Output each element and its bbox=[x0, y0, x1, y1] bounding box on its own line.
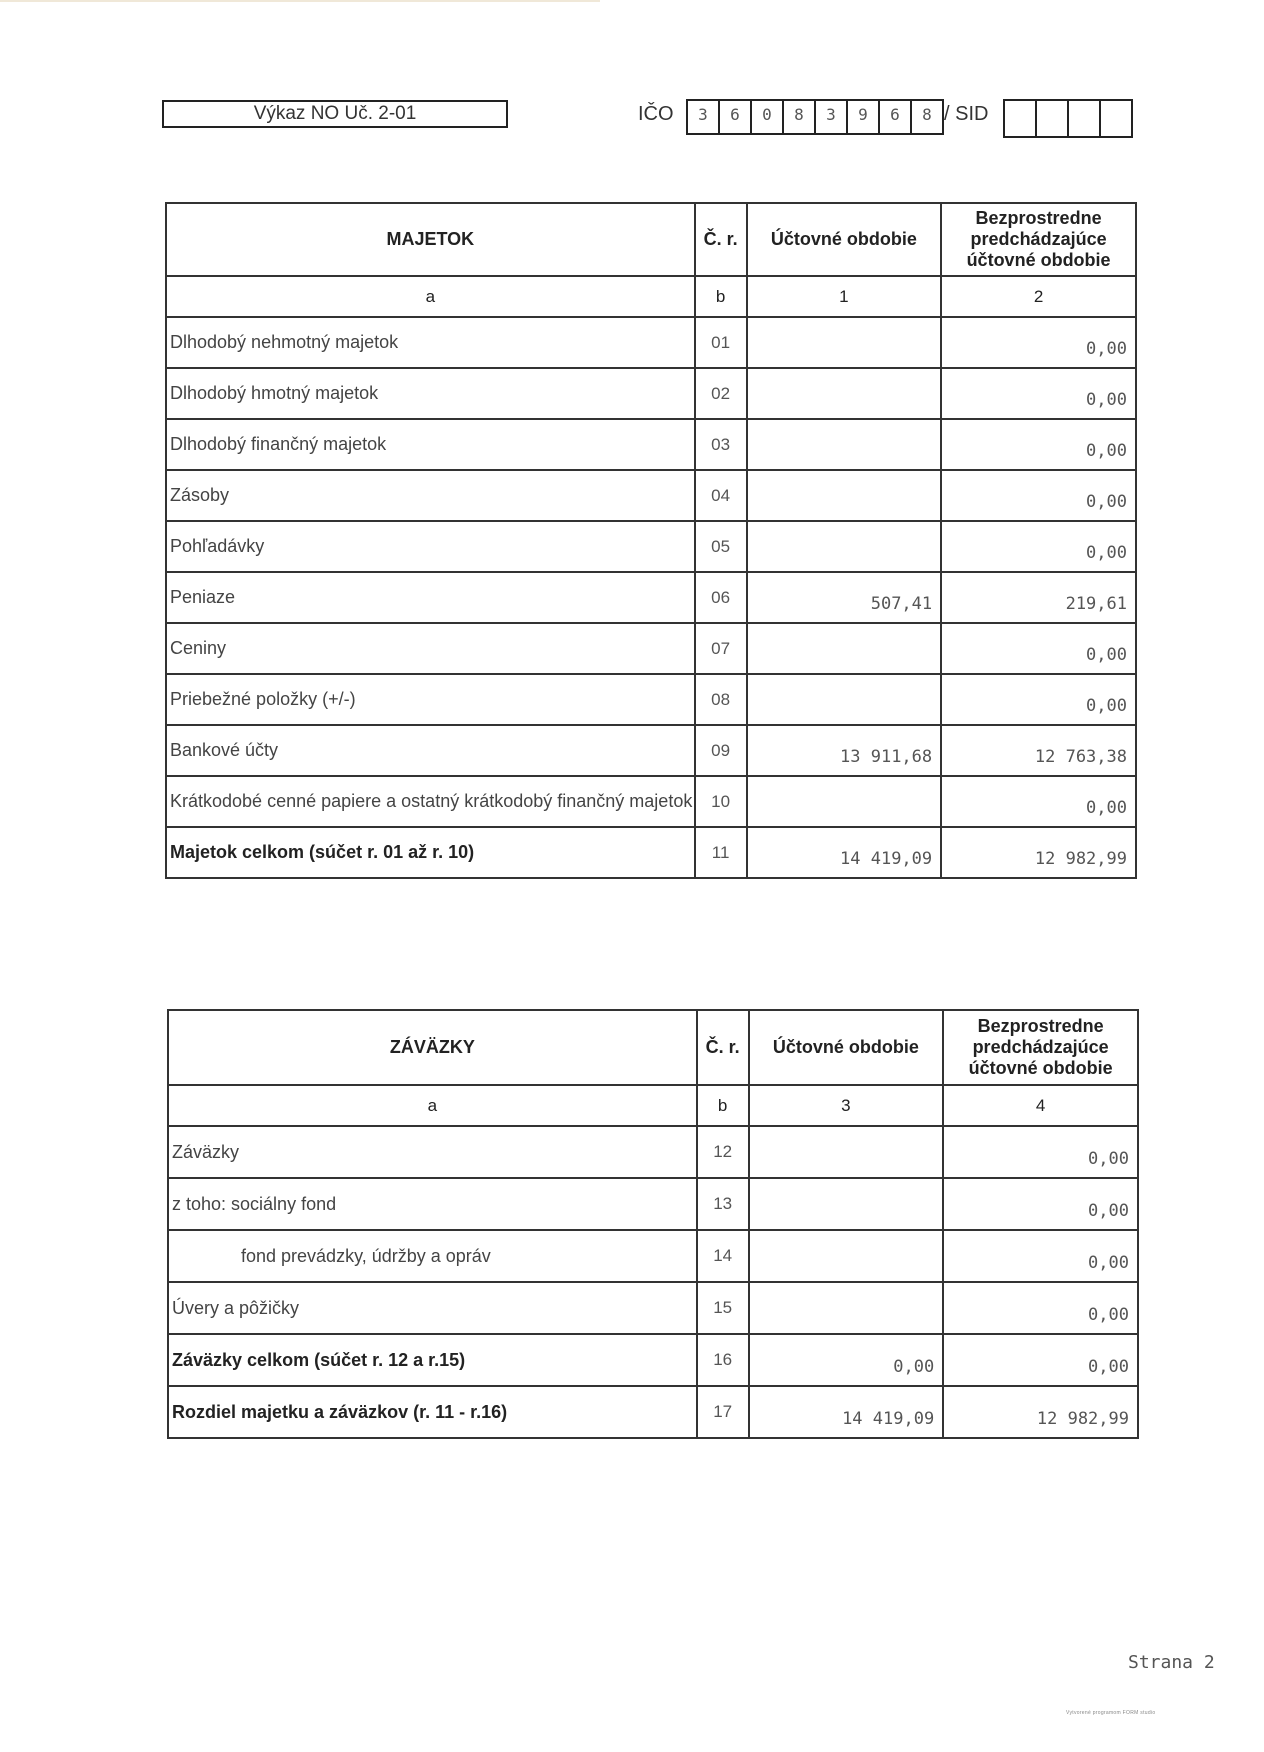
row-name: Peniaze bbox=[166, 572, 695, 623]
row-current-value: 13 911,68 bbox=[747, 725, 942, 776]
row-previous-value: 0,00 bbox=[941, 317, 1136, 368]
row-name: fond prevádzky, údržby a opráv bbox=[168, 1230, 697, 1282]
row-name: Majetok celkom (súčet r. 01 až r. 10) bbox=[166, 827, 695, 878]
row-number: 05 bbox=[695, 521, 747, 572]
row-current-value bbox=[747, 470, 942, 521]
row-name: Dlhodobý finančný majetok bbox=[166, 419, 695, 470]
row-current-value bbox=[747, 419, 942, 470]
row-previous-value: 0,00 bbox=[943, 1334, 1138, 1386]
row-name: Záväzky bbox=[168, 1126, 697, 1178]
row-previous-value: 219,61 bbox=[941, 572, 1136, 623]
row-number: 04 bbox=[695, 470, 747, 521]
row-name: Krátkodobé cenné papiere a ostatný krátkodobý finančný majetok bbox=[166, 776, 695, 827]
row-number: 07 bbox=[695, 623, 747, 674]
liabilities-table bbox=[167, 1009, 1139, 1439]
row-current-value: 14 419,09 bbox=[747, 827, 942, 878]
table-row bbox=[166, 470, 1136, 521]
row-name: Rozdiel majetku a záväzkov (r. 11 - r.16) bbox=[168, 1386, 697, 1438]
row-name: Záväzky celkom (súčet r. 12 a r.15) bbox=[168, 1334, 697, 1386]
row-name: Úvery a pôžičky bbox=[168, 1282, 697, 1334]
row-number: 11 bbox=[695, 827, 747, 878]
table-row-total bbox=[166, 827, 1136, 878]
liabilities-sub-4: 4 bbox=[943, 1085, 1138, 1126]
liabilities-col-current: Účtovné obdobie bbox=[749, 1010, 944, 1085]
row-number: 16 bbox=[697, 1334, 749, 1386]
row-name: z toho: sociálny fond bbox=[168, 1178, 697, 1230]
row-number: 17 bbox=[697, 1386, 749, 1438]
row-name: Pohľadávky bbox=[166, 521, 695, 572]
ico-digit: 6 bbox=[720, 101, 752, 133]
assets-col-current: Účtovné obdobie bbox=[747, 203, 942, 276]
assets-sub-b: b bbox=[695, 276, 747, 317]
row-number: 12 bbox=[697, 1126, 749, 1178]
row-number: 14 bbox=[697, 1230, 749, 1282]
ico-digit: 6 bbox=[880, 101, 912, 133]
scan-edge-line bbox=[0, 0, 600, 2]
row-name: Dlhodobý hmotný majetok bbox=[166, 368, 695, 419]
ico-digit: 9 bbox=[848, 101, 880, 133]
table-row bbox=[166, 368, 1136, 419]
row-current-value: 14 419,09 bbox=[749, 1386, 944, 1438]
row-current-value bbox=[747, 776, 942, 827]
row-current-value bbox=[747, 623, 942, 674]
table-row-total bbox=[168, 1334, 1138, 1386]
liabilities-col-name: ZÁVÄZKY bbox=[168, 1010, 697, 1085]
ico-field bbox=[686, 99, 944, 135]
table-row bbox=[166, 419, 1136, 470]
row-number: 09 bbox=[695, 725, 747, 776]
table-row bbox=[168, 1178, 1138, 1230]
row-current-value bbox=[747, 317, 942, 368]
row-number: 03 bbox=[695, 419, 747, 470]
row-number: 02 bbox=[695, 368, 747, 419]
sid-cell bbox=[1101, 101, 1133, 136]
assets-col-previous: Bezprostredne predchádzajúce účtovné obdobie bbox=[941, 203, 1136, 276]
assets-sub-a: a bbox=[166, 276, 695, 317]
sid-field bbox=[1003, 99, 1133, 138]
row-previous-value: 0,00 bbox=[941, 368, 1136, 419]
ico-digit: 0 bbox=[752, 101, 784, 133]
row-previous-value: 12 763,38 bbox=[941, 725, 1136, 776]
assets-subheader-row bbox=[166, 276, 1136, 317]
row-name: Bankové účty bbox=[166, 725, 695, 776]
row-number: 06 bbox=[695, 572, 747, 623]
table-row bbox=[168, 1282, 1138, 1334]
row-number: 13 bbox=[697, 1178, 749, 1230]
row-number: 10 bbox=[695, 776, 747, 827]
page-number: Strana 2 bbox=[1128, 1652, 1215, 1673]
ico-digit: 3 bbox=[816, 101, 848, 133]
ico-digit: 3 bbox=[688, 101, 720, 133]
row-current-value bbox=[749, 1126, 944, 1178]
table-row-total bbox=[168, 1386, 1138, 1438]
row-name: Dlhodobý nehmotný majetok bbox=[166, 317, 695, 368]
assets-sub-2: 2 bbox=[941, 276, 1136, 317]
assets-col-row: Č. r. bbox=[695, 203, 747, 276]
row-name: Zásoby bbox=[166, 470, 695, 521]
assets-col-name: MAJETOK bbox=[166, 203, 695, 276]
row-current-value bbox=[749, 1230, 944, 1282]
assets-sub-1: 1 bbox=[747, 276, 942, 317]
liabilities-col-previous: Bezprostredne predchádzajúce účtovné obdobie bbox=[943, 1010, 1138, 1085]
table-row bbox=[168, 1126, 1138, 1178]
assets-table bbox=[165, 202, 1137, 879]
table-row bbox=[166, 674, 1136, 725]
liabilities-sub-a: a bbox=[168, 1085, 697, 1126]
liabilities-sub-b: b bbox=[697, 1085, 749, 1126]
liabilities-col-row: Č. r. bbox=[697, 1010, 749, 1085]
sid-label: / SID bbox=[944, 103, 989, 125]
row-name: Priebežné položky (+/-) bbox=[166, 674, 695, 725]
row-number: 08 bbox=[695, 674, 747, 725]
ico-label: IČO bbox=[638, 103, 674, 125]
table-row bbox=[166, 521, 1136, 572]
row-previous-value: 0,00 bbox=[943, 1282, 1138, 1334]
row-current-value: 507,41 bbox=[747, 572, 942, 623]
sid-cell bbox=[1069, 101, 1101, 136]
table-row bbox=[166, 623, 1136, 674]
liabilities-header-row bbox=[168, 1010, 1138, 1085]
row-previous-value: 0,00 bbox=[941, 674, 1136, 725]
table-row bbox=[166, 776, 1136, 827]
liabilities-sub-3: 3 bbox=[749, 1085, 944, 1126]
table-row bbox=[168, 1230, 1138, 1282]
row-number: 01 bbox=[695, 317, 747, 368]
assets-header-row bbox=[166, 203, 1136, 276]
row-previous-value: 0,00 bbox=[941, 419, 1136, 470]
liabilities-subheader-row bbox=[168, 1085, 1138, 1126]
table-row bbox=[166, 317, 1136, 368]
row-number: 15 bbox=[697, 1282, 749, 1334]
footer-note: Vytvorené programom FORM studio bbox=[1066, 1710, 1156, 1716]
row-current-value bbox=[747, 368, 942, 419]
row-previous-value: 0,00 bbox=[941, 623, 1136, 674]
row-previous-value: 0,00 bbox=[943, 1230, 1138, 1282]
row-current-value bbox=[747, 674, 942, 725]
row-previous-value: 0,00 bbox=[943, 1126, 1138, 1178]
form-title: Výkaz NO Uč. 2-01 bbox=[162, 100, 508, 128]
row-current-value bbox=[749, 1282, 944, 1334]
row-previous-value: 12 982,99 bbox=[941, 827, 1136, 878]
row-current-value: 0,00 bbox=[749, 1334, 944, 1386]
row-current-value bbox=[747, 521, 942, 572]
row-previous-value: 0,00 bbox=[943, 1178, 1138, 1230]
sid-cell bbox=[1037, 101, 1069, 136]
row-previous-value: 0,00 bbox=[941, 470, 1136, 521]
row-previous-value: 12 982,99 bbox=[943, 1386, 1138, 1438]
row-current-value bbox=[749, 1178, 944, 1230]
sid-cell bbox=[1005, 101, 1037, 136]
table-row bbox=[166, 572, 1136, 623]
ico-digit: 8 bbox=[912, 101, 944, 133]
row-previous-value: 0,00 bbox=[941, 776, 1136, 827]
row-previous-value: 0,00 bbox=[941, 521, 1136, 572]
ico-digit: 8 bbox=[784, 101, 816, 133]
row-name: Ceniny bbox=[166, 623, 695, 674]
table-row bbox=[166, 725, 1136, 776]
